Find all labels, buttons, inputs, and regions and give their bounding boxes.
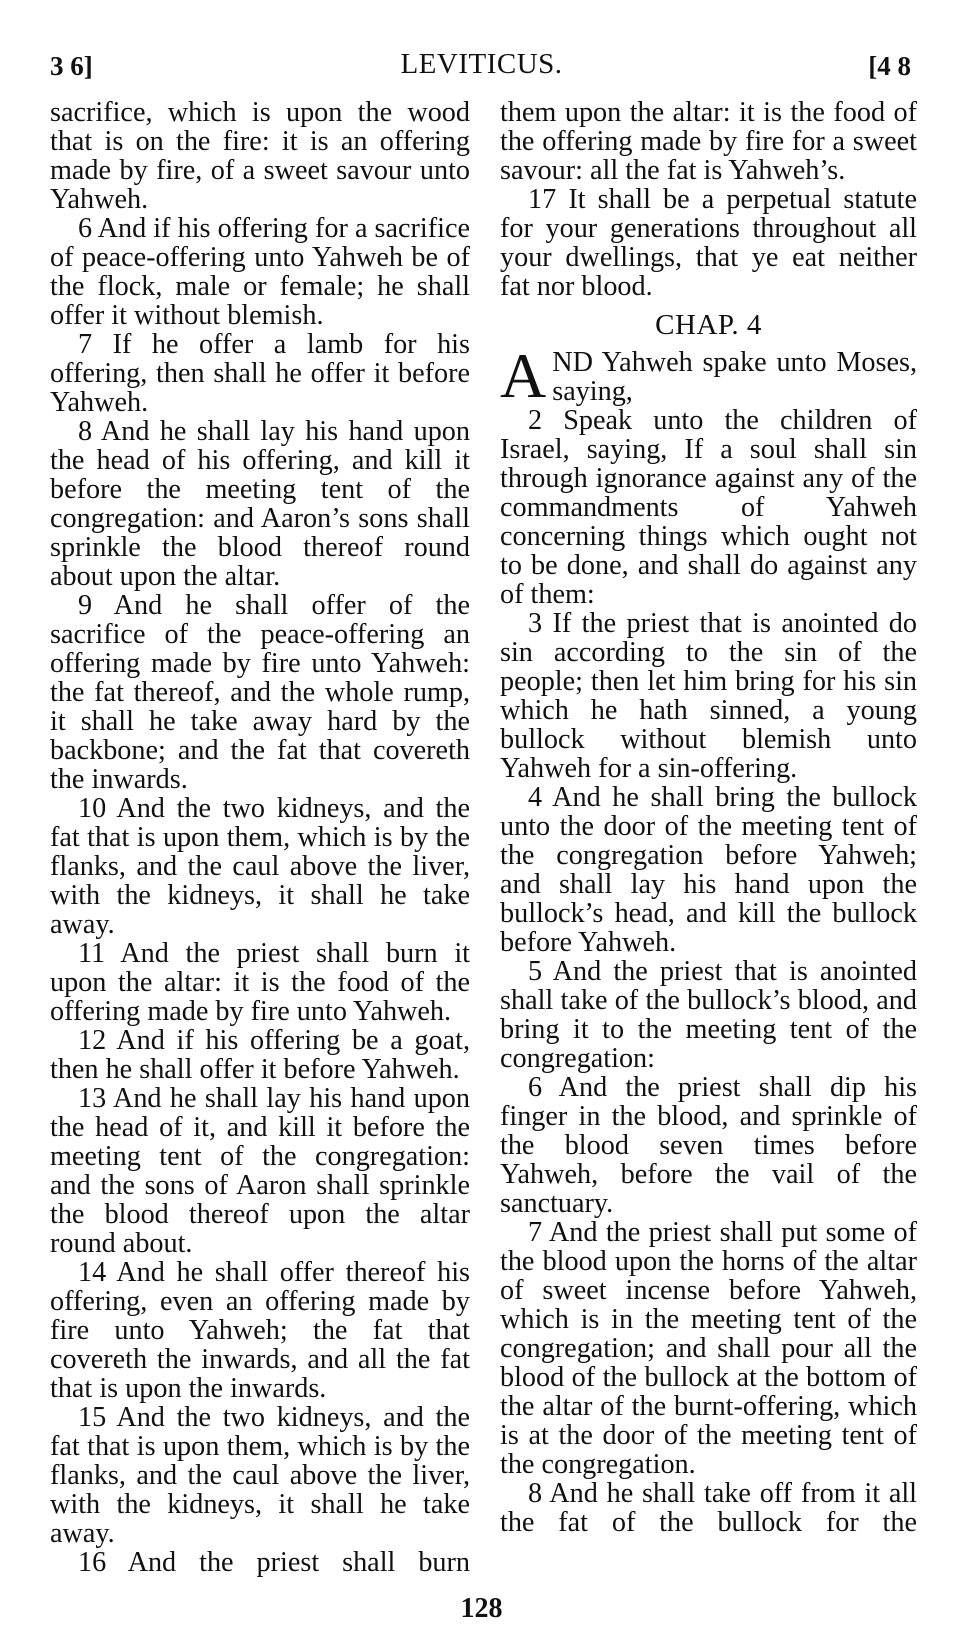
- verse-text: 9 And he shall offer of the sacrifice of the peace-offering an offering made by fire unto Yahweh: the fat thereof, and the whole rump, it shall he take away hard by the backbone; and the fat that covereth the inwards.: [50, 590, 470, 795]
- header-chapter-verse-end: [4 8: [868, 51, 911, 81]
- verse-text: sacrifice, which is upon the wood that is on the fire: it is an offering made by fire, of a sweet savour unto Yahweh.: [50, 97, 470, 215]
- book-title: LEVITICUS.: [400, 48, 563, 80]
- chapter-opening: [500, 340, 917, 411]
- chapter-heading: CHAP. 4: [655, 309, 762, 341]
- verse-text: 8 And he shall take off from it all the fat of the bullock for the: [500, 1478, 917, 1538]
- verse-text: 15 And the two kidneys, and the fat that is upon them, which is by the flanks, and the caul above the liver, with the kidneys, it shall he take away.: [50, 1402, 470, 1549]
- verse-text: them upon the altar: it is the food of the offering made by fire for a sweet savour: all the fat is Yahweh’s.: [500, 97, 917, 186]
- verse-text: 6 And the priest shall dip his finger in the blood, and sprinkle of the blood seven times before Yahweh, before the vail of the sanctuary.: [500, 1072, 917, 1219]
- verse-text: 2 Speak unto the children of Israel, saying, If a soul shall sin through ignorance against any of the commandments of Yahweh concerning things which ought not to be done, and shall do against any of them:: [500, 405, 917, 610]
- page-number: 128: [460, 1593, 503, 1624]
- verse-text: 3 If the priest that is anointed do sin according to the sin of the people; then let him bring for his sin which he hath sinned, a young bullock without blemish unto Yahweh for a sin-offering.: [500, 608, 917, 784]
- verse-text: 10 And the two kidneys, and the fat that is upon them, which is by the flanks, and the caul above the liver, with the kidneys, it shall he take away.: [50, 793, 470, 940]
- header-chapter-verse-start: 3 6]: [50, 51, 93, 81]
- verse-text: 16 And the priest shall burn: [78, 1547, 470, 1578]
- verse-text: 17 It shall be a perpetual statute for your generations throughout all your dwellings, that ye eat neither fat nor blood.: [500, 184, 917, 302]
- verse-text: 8 And he shall lay his hand upon the head of his offering, and kill it before the meeting tent of the congregation: and Aaron’s sons shall sprinkle the blood thereof round about upon the altar.: [50, 416, 470, 592]
- verse-text: 6 And if his offering for a sacrifice of peace-offering unto Yahweh be of the flock, male or female; he shall offer it without blemish.: [50, 213, 470, 331]
- right-column: [500, 98, 917, 1537]
- verse-text: 5 And the priest that is anointed shall take of the bullock’s blood, and bring it to the meeting tent of the congregation:: [500, 956, 917, 1074]
- verse-text: 14 And he shall offer thereof his offering, even an offering made by fire unto Yahweh; the fat that covereth the inwards, and all the fat that is upon the inwards.: [50, 1257, 470, 1404]
- verse-text: 7 If he offer a lamb for his offering, then shall he offer it before Yahweh.: [50, 329, 470, 418]
- verse-text: ND Yahweh spake unto Moses, saying,: [552, 347, 917, 407]
- verse-text: 11 And the priest shall burn it upon the altar: it is the food of the offering made by fire unto Yahweh.: [50, 938, 470, 1027]
- verse-text: 13 And he shall lay his hand upon the head of it, and kill it before the meeting tent of the congregation: and the sons of Aaron shall sprinkle the blood thereof upon the altar round about.: [50, 1083, 470, 1259]
- verse-text: 4 And he shall bring the bullock unto the door of the meeting tent of the congregation before Yahweh; and shall lay his hand upon the bullock’s head, and kill the bullock before Yahweh.: [500, 782, 917, 958]
- verse-text: 7 And the priest shall put some of the blood upon the horns of the altar of sweet incense before Yahweh, which is in the meeting tent of the congregation; and shall pour all the blood of the bullock at the bottom of the altar of the burnt-offering, which is at the door of the meeting tent of the congregation.: [500, 1217, 917, 1480]
- verse-text: 12 And if his offering be a goat, then he shall offer it before Yahweh.: [50, 1025, 470, 1085]
- drop-cap: A: [500, 340, 547, 411]
- left-column: [50, 98, 470, 1577]
